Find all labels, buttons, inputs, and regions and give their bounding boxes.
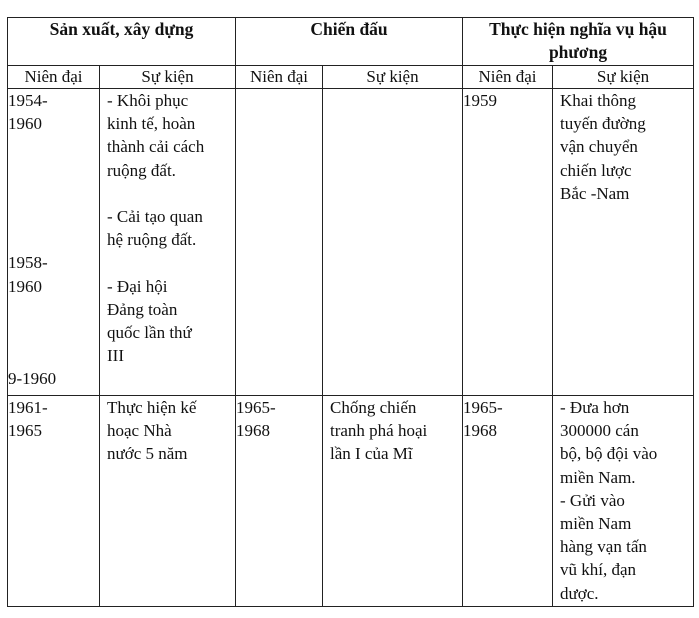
table-row: [8, 396, 694, 607]
group-header-combat: Chiến đấu: [236, 18, 463, 66]
combat-date-cell: [236, 396, 323, 607]
column-header-event: Sự kiện: [100, 66, 236, 89]
date-text: 1968: [463, 421, 498, 441]
event-text: Chống chiến: [330, 398, 417, 417]
event-text: III: [107, 346, 124, 366]
event-text: miền Nam: [560, 514, 632, 534]
sub-header-row: [8, 66, 694, 89]
event-text: miền Nam.: [560, 467, 636, 487]
column-header-event: Sự kiện: [553, 66, 694, 89]
production-date-cell: [8, 396, 100, 607]
event-text: hệ ruộng đất.: [107, 230, 197, 250]
event-text: - Khôi phục: [107, 91, 189, 110]
event-text: - Đại hội: [107, 276, 168, 296]
history-table: [7, 17, 694, 607]
column-header-date: Niên đại: [8, 66, 100, 89]
event-text: vận chuyển: [560, 137, 638, 157]
event-text: Thực hiện kế: [107, 398, 197, 417]
event-text: - Gửi vào: [560, 490, 625, 510]
column-header-date: Niên đại: [236, 66, 323, 89]
event-text: dược.: [560, 583, 599, 603]
date-text: 1960: [8, 114, 42, 134]
event-text: chiến lược: [560, 160, 632, 180]
column-header-date: Niên đại: [463, 66, 553, 89]
date-text: 1960: [8, 276, 42, 296]
event-text: bộ, bộ đội vào: [560, 444, 658, 464]
event-text: - Đưa hơn: [560, 398, 630, 417]
event-text: lần I của Mĩ: [330, 444, 413, 464]
rear-duty-event-cell: [553, 89, 694, 396]
event-text: quốc lần thứ: [107, 323, 192, 342]
event-text: Đảng toàn: [107, 299, 178, 319]
event-text: Bắc -Nam: [560, 183, 630, 203]
date-text: 1965-: [463, 398, 503, 417]
date-text: 1965-: [236, 398, 276, 417]
date-text: 1958-: [8, 253, 48, 273]
column-header-event: Sự kiện: [323, 66, 463, 89]
date-text: 1961-: [8, 398, 48, 417]
event-text: - Cải tạo quan: [107, 207, 203, 226]
event-text: nước 5 năm: [107, 444, 188, 464]
date-text: 1965: [8, 421, 42, 441]
group-header-rear-duty: Thực hiện nghĩa vụ hậu phương: [463, 18, 694, 66]
combat-event-cell: [323, 396, 463, 607]
date-text: 1968: [236, 421, 270, 441]
date-text: 1959: [463, 91, 498, 110]
rear-duty-date-cell: [463, 396, 553, 607]
combat-event-cell: [323, 89, 463, 396]
rear-duty-date-cell: [463, 89, 553, 396]
production-event-cell: [100, 396, 236, 607]
table-row: [8, 89, 694, 396]
event-text: hàng vạn tấn: [560, 537, 647, 557]
event-text: vũ khí, đạn: [560, 560, 637, 580]
group-header-row: [8, 18, 694, 66]
event-text: tranh phá hoại: [330, 421, 428, 441]
date-text: 1954-: [8, 91, 48, 110]
rear-duty-event-cell: [553, 396, 694, 607]
event-text: kinh tế, hoàn: [107, 114, 196, 134]
production-date-cell: [8, 89, 100, 396]
event-text: tuyến đường: [560, 114, 646, 134]
group-header-production: Sản xuất, xây dựng: [8, 18, 236, 66]
event-text: thành cải cách: [107, 137, 205, 157]
production-event-cell: [100, 89, 236, 396]
date-text: 9-1960: [8, 369, 57, 389]
event-text: 300000 cán: [560, 421, 639, 441]
event-text: Khai thông: [560, 91, 637, 110]
event-text: hoạc Nhà: [107, 421, 172, 441]
event-text: ruộng đất.: [107, 160, 176, 180]
combat-date-cell: [236, 89, 323, 396]
